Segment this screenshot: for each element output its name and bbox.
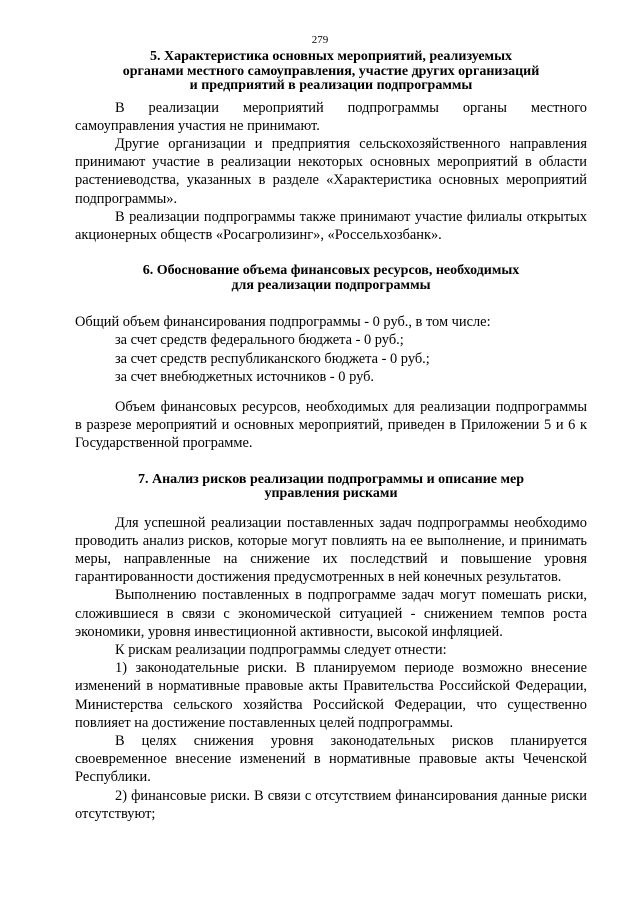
section-7-paragraph: В целях снижения уровня законодательных рисков планируется своевременное внесение изменений в нормативные правовые акты Чеченской Республики. <box>75 732 587 786</box>
section-7-paragraph: Для успешной реализации поставленных задач подпрограммы необходимо проводить анализ рисков, которые могут повлиять на ее выполнение, и принимать меры, направленные на снижение их последствий и повышение уровня гарантированности достижения предусмотренных в ней конечных результатов. <box>75 514 587 586</box>
section-6-title-line-2: для реализации подпрограммы <box>231 277 431 293</box>
section-5-title-line-1: 5. Характеристика основных мероприятий, реализуемых <box>149 49 513 64</box>
page-number: 279 <box>311 34 329 46</box>
section-5-paragraph: Другие организации и предприятия сельскохозяйственного направления принимают участие в реализации некоторых основных мероприятий в области растениеводства, указанных в разделе «Характеристика основных мероприятий подпрограммы». <box>75 135 587 207</box>
section-6-title-line-1: 6. Обоснование объема финансовых ресурсов, необходимых <box>142 263 520 279</box>
section-5-paragraph: В реализации мероприятий подпрограммы органы местного самоуправления участия не принимают. <box>75 99 587 134</box>
section-6-title <box>75 264 587 293</box>
financing-total: Общий объем финансирования подпрограммы - 0 руб., в том числе: <box>75 314 491 331</box>
section-6-paragraph: Объем финансовых ресурсов, необходимых для реализации подпрограммы в разрезе мероприятий и основных мероприятий, приведен в Приложении 5 и 6 к Государственной программе. <box>75 398 587 452</box>
financing-item: за счет средств республиканского бюджета - 0 руб.; <box>115 350 430 367</box>
section-7-paragraph: К рискам реализации подпрограммы следует отнести: <box>115 641 447 658</box>
section-7-paragraph: 1) законодательные риски. В планируемом периоде возможно внесение изменений в нормативные правовые акты Правительства Российской Федерации, Министерства сельского хозяйства Российской Федерации, что существенно повлияет на достижение поставленных целей подпрограммы. <box>75 660 587 731</box>
section-7-title <box>75 473 587 502</box>
section-5-title <box>75 50 587 94</box>
section-7-paragraph: Выполнению поставленных в подпрограмме задач могут помешать риски, сложившиеся в связи с экономической ситуацией - снижением темпов роста экономики, уровня инвестиционной активности, высокой инфляцией. <box>75 587 587 640</box>
financing-item: за счет внебюджетных источников - 0 руб. <box>115 368 375 385</box>
section-5-title-line-2: органами местного самоуправления, участие других организаций <box>122 63 540 79</box>
section-7-title-line-1: 7. Анализ рисков реализации подпрограммы и описание мер <box>137 471 525 487</box>
financing-item: за счет средств федерального бюджета - 0 руб.; <box>115 332 404 349</box>
section-7-title-line-2: управления рисками <box>264 486 398 502</box>
section-7-paragraph: 2) финансовые риски. В связи с отсутствием финансирования данные риски отсутствуют; <box>75 787 587 822</box>
section-5-title-line-3: и предприятий в реализации подпрограммы <box>189 78 473 93</box>
document-body <box>75 50 587 823</box>
section-5-paragraph: В реализации подпрограммы также принимают участие филиалы открытых акционерных обществ «Росагролизинг», «Россельхозбанк». <box>75 208 587 243</box>
